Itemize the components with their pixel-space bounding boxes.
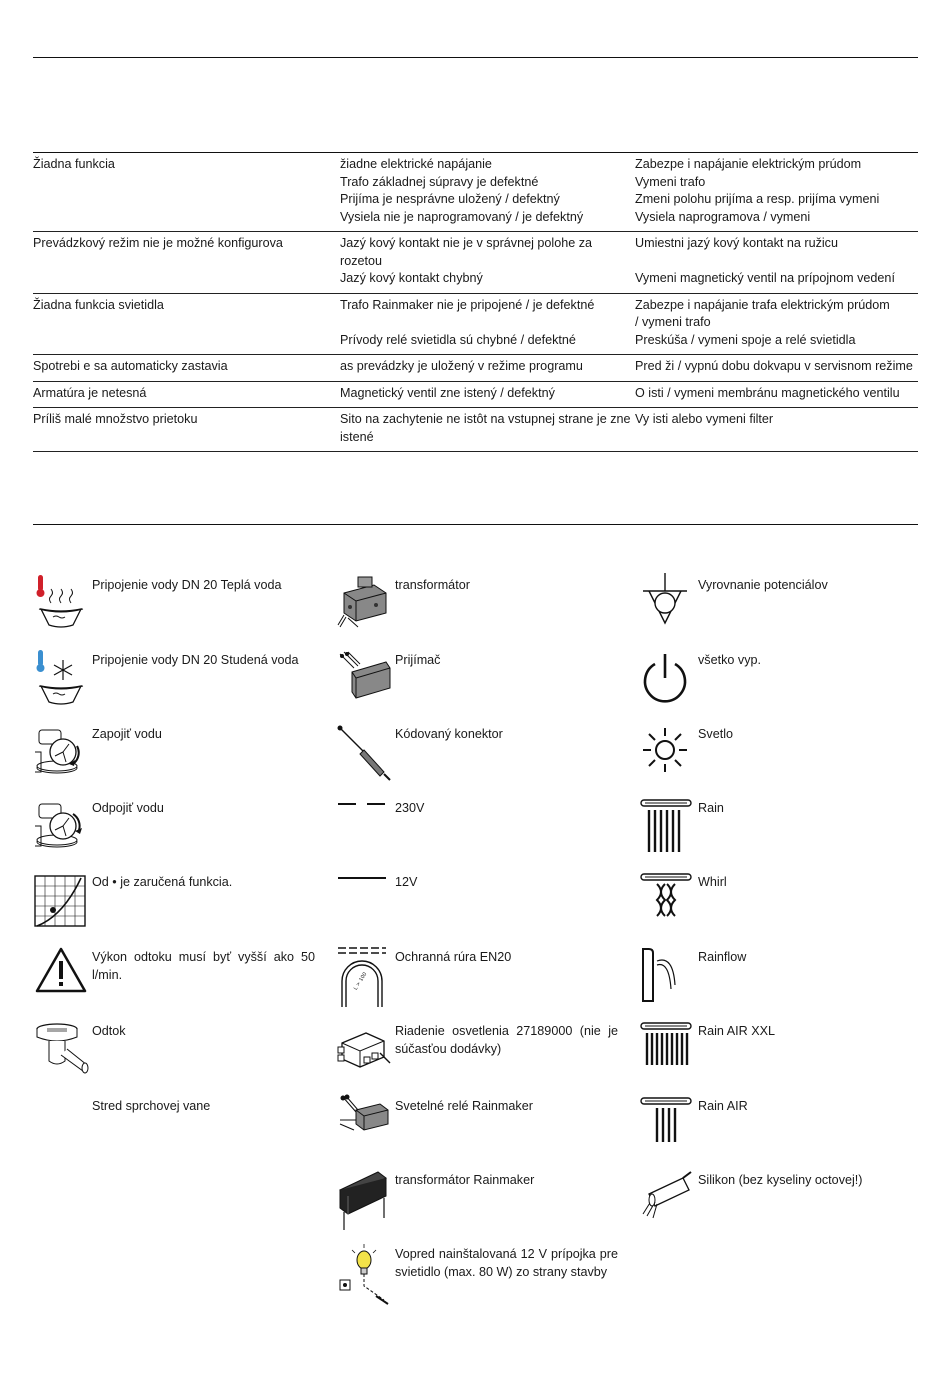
symbol-label: Svetlo (698, 727, 734, 741)
symbol-label: transformátor (395, 578, 470, 592)
symbol-entry (639, 945, 929, 1013)
cause-line: Prívody relé svietidla sú chybné / defektné (340, 332, 576, 347)
troubleshooting-row (33, 408, 918, 452)
remedy-line: Preskúša / vymeni spoje a relé svietidla (635, 332, 856, 347)
fault-cell: Príliš malé množstvo prietoku (33, 408, 340, 452)
remedy-line: Vy isti alebo vymeni filter (635, 412, 774, 426)
symbol-entry (336, 945, 626, 1013)
transformer-icon (336, 573, 392, 635)
warning-icon (33, 945, 89, 1007)
top-rule (33, 57, 918, 58)
remedy-cell (635, 293, 918, 355)
remedy-line: Vysiela naprogramova / vymeni (635, 209, 811, 224)
cause-cell (340, 355, 635, 382)
symbol-label: Výkon odtoku musí byť vyšší ako 50 l/min. (92, 950, 315, 982)
remedy-line: Umiestni jazý kový kontakt na ružicu (635, 236, 838, 250)
dashed-line-230v-icon (336, 796, 392, 858)
symbol-label: Pripojenie vody DN 20 Teplá voda (92, 578, 282, 592)
cause-line: Jazý kový kontakt nie je v správnej polohe za rozetou (340, 236, 593, 268)
cause-line: Sito na zachytenie ne istôt na vstupnej strane je zne istené (340, 412, 631, 444)
solid-line-12v-icon (336, 870, 392, 932)
symbol-label: Whirl (698, 875, 727, 889)
flow-graph-icon (33, 870, 89, 932)
light-sun-icon (639, 722, 695, 784)
symbol-entry (639, 1168, 929, 1236)
symbol-entry (336, 573, 626, 641)
fault-cell: Prevádzkový režim nie je možné konfigurova (33, 232, 340, 294)
cause-line: as prevádzky je uložený v režime programu (340, 359, 583, 373)
coded-connector-icon (336, 722, 392, 784)
symbol-entry (336, 722, 626, 790)
symbol-label: všetko vyp. (698, 653, 761, 667)
symbol-label: Pripojenie vody DN 20 Studená voda (92, 653, 299, 667)
whirl-spray-icon (639, 870, 695, 932)
potential-equalization-icon (639, 573, 695, 635)
symbol-entry (33, 1094, 323, 1162)
symbol-entry (33, 1019, 323, 1087)
conduit-marking: L > 100 (352, 971, 369, 992)
symbol-label: Vyrovnanie potenciálov (698, 578, 828, 592)
remedy-line (635, 253, 918, 271)
symbol-label: Zapojiť vodu (92, 727, 162, 741)
cause-cell (340, 232, 635, 294)
troubleshooting-row (33, 232, 918, 294)
cause-line: Trafo Rainmaker nie je pripojené / je defektné (340, 297, 595, 312)
remedy-line: Zmeni polohu prijíma a resp. prijíma vymeni (635, 192, 880, 206)
remedy-line: Zabezpe i napájanie elektrickým prúdom (635, 157, 862, 171)
troubleshooting-table (33, 152, 918, 452)
troubleshooting-row (33, 355, 918, 382)
symbol-label: Svetelné relé Rainmaker (395, 1099, 533, 1113)
fault-cell: Žiadna funkcia svietidla (33, 293, 340, 355)
symbol-entry (336, 1094, 626, 1162)
remedy-cell (635, 355, 918, 382)
hot-water-icon (33, 573, 89, 635)
remedy-cell (635, 153, 918, 232)
cause-cell (340, 381, 635, 408)
fault-cell: Žiadna funkcia (33, 153, 340, 232)
remedy-cell (635, 381, 918, 408)
symbol-entry (336, 1168, 626, 1236)
empty-icon-slot (33, 1094, 89, 1156)
conduit-icon (336, 945, 392, 1007)
symbol-entry (33, 573, 323, 641)
receiver-icon (336, 648, 392, 710)
symbol-entry (639, 870, 929, 938)
remedy-line: Zabezpe i napájanie trafa elektrickým prúdom (635, 297, 890, 312)
symbol-label: Od • je zaručená funkcia. (92, 875, 233, 889)
symbol-entry (639, 796, 929, 864)
turn-on-water-icon (33, 722, 89, 784)
remedy-line: O isti / vymeni membránu magnetického ventilu (635, 385, 900, 400)
fault-cell: Spotrebi e sa automaticky zastavia (33, 355, 340, 382)
symbol-label: Silikon (bez kyseliny octovej!) (698, 1173, 863, 1187)
troubleshooting-row (33, 293, 918, 355)
symbol-entry (639, 573, 929, 641)
cold-water-icon (33, 648, 89, 710)
symbol-entry (33, 722, 323, 790)
symbol-entry (33, 870, 323, 938)
rainflow-spray-icon (639, 945, 695, 1007)
cause-cell (340, 293, 635, 355)
cause-line: Prijíma je nesprávne uložený / defektný (340, 192, 560, 206)
remedy-cell (635, 232, 918, 294)
light-connection-icon (336, 1242, 392, 1304)
symbol-label: 12V (395, 875, 418, 889)
symbol-label: Rain AIR XXL (698, 1024, 776, 1038)
symbol-label: 230V (395, 801, 425, 815)
remedy-line: Vymeni magnetický ventil na prípojnom vedení (635, 271, 895, 285)
symbol-entry (336, 870, 626, 938)
rain-air-icon (639, 1094, 695, 1156)
cause-cell (340, 408, 635, 452)
remedy-cell (635, 408, 918, 452)
symbol-entry (33, 945, 323, 1013)
symbol-entry (336, 648, 626, 716)
remedy-line: / vymeni trafo (635, 315, 711, 329)
symbol-label: transformátor Rainmaker (395, 1173, 535, 1187)
symbol-entry (639, 1094, 929, 1162)
symbol-label: Odpojiť vodu (92, 801, 164, 815)
remedy-line: Vymeni trafo (635, 174, 706, 189)
symbol-label: Stred sprchovej vane (92, 1099, 211, 1113)
cause-line: Vysiela nie je naprogramovaný / je defektný (340, 209, 584, 224)
symbol-entry (639, 648, 929, 716)
troubleshooting-row (33, 381, 918, 408)
rain-air-xxl-icon (639, 1019, 695, 1081)
power-off-icon (639, 648, 695, 710)
remedy-line: Pred ži / vypnú dobu dokvapu v servisnom režime (635, 359, 913, 373)
symbol-label: Riadenie osvetlenia 27189000 (nie je súčasťou dodávky) (395, 1024, 618, 1056)
rain-spray-icon (639, 796, 695, 858)
symbol-entry (33, 796, 323, 864)
cause-line: žiadne elektrické napájanie (340, 157, 492, 171)
section-rule (33, 524, 918, 525)
cause-line: Magnetický ventil zne istený / defektný (340, 385, 555, 400)
silicone-cartridge-icon (639, 1168, 695, 1230)
symbol-entry (336, 796, 626, 864)
cause-line: Jazý kový kontakt chybný (340, 271, 483, 285)
symbol-entry (639, 722, 929, 790)
symbol-label: Prijímač (395, 653, 441, 667)
symbol-label: Rain AIR (698, 1099, 748, 1113)
light-relay-icon (336, 1094, 392, 1156)
light-control-box-icon (336, 1019, 392, 1081)
turn-off-water-icon (33, 796, 89, 858)
symbol-entry (336, 1019, 626, 1087)
symbol-entry (33, 648, 323, 716)
symbol-label: Rain (698, 801, 724, 815)
cause-line (340, 314, 635, 332)
symbol-entry (639, 1019, 929, 1087)
cause-cell (340, 153, 635, 232)
rainmaker-transformer-icon (336, 1168, 392, 1230)
troubleshooting-row (33, 153, 918, 232)
symbol-entry (336, 1242, 626, 1310)
symbol-label: Kódovaný konektor (395, 727, 503, 741)
drain-icon (33, 1019, 89, 1081)
symbol-label: Ochranná rúra EN20 (395, 950, 512, 964)
fault-cell: Armatúra je netesná (33, 381, 340, 408)
symbol-label: Vopred nainštalovaná 12 V prípojka pre svietidlo (max. 80 W) zo strany stavby (395, 1247, 618, 1279)
symbol-label: Odtok (92, 1024, 126, 1038)
cause-line: Trafo základnej súpravy je defektné (340, 174, 539, 189)
symbol-label: Rainflow (698, 950, 747, 964)
